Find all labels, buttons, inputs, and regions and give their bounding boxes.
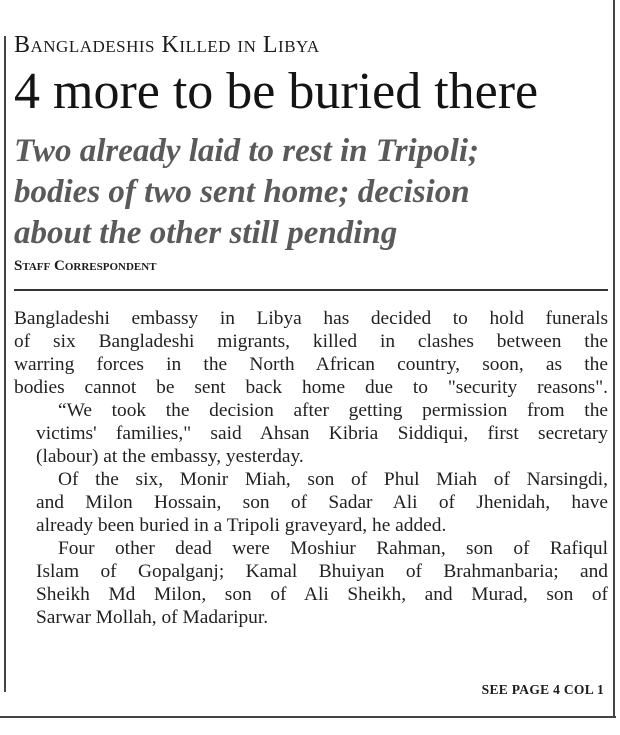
- body-line: Four other dead were Moshiur Rahman, son of Rafiqul: [58, 538, 608, 559]
- right-border-rule: [613, 0, 615, 717]
- body-line: of six Bangladeshi migrants, killed in clashes between the: [14, 331, 608, 352]
- body-line: Bangladeshi embassy in Libya has decided to hold funerals: [14, 308, 608, 329]
- body-line: Sarwar Mollah, of Madaripur.: [36, 607, 269, 628]
- kicker: Bangladeshis Killed in Libya: [14, 32, 320, 58]
- body-line: victims' families," said Ahsan Kibria Siddiqui, first secretary: [36, 423, 608, 444]
- body-line: warring forces in the North African country, soon, as the: [14, 354, 608, 375]
- subheadline-line: about the other still pending: [14, 215, 398, 251]
- paragraph: [14, 468, 608, 537]
- bottom-border-rule: [0, 716, 616, 718]
- subheadline-line: bodies of two sent home; decision: [14, 174, 470, 210]
- left-border-rule: [4, 36, 6, 692]
- subheadline-line: Two already laid to rest in Tripoli;: [14, 133, 480, 169]
- body-line: “We took the decision after getting permission from the: [58, 400, 608, 421]
- subheadline: [14, 131, 610, 254]
- article-body: [14, 307, 608, 629]
- body-line: Of the six, Monir Miah, son of Phul Miah of Narsingdi,: [58, 469, 608, 490]
- body-line: Sheikh Md Milon, son of Ali Sheikh, and Murad, son of: [36, 584, 608, 605]
- body-line: and Milon Hossain, son of Sadar Ali of Jhenidah, have: [36, 492, 608, 513]
- body-line: Islam of Gopalganj; Kamal Bhuiyan of Brahmanbaria; and: [36, 561, 608, 582]
- paragraph: [14, 537, 608, 629]
- byline: Staff Correspondent: [14, 258, 157, 274]
- jump-reference: SEE PAGE 4 COL 1: [481, 682, 604, 697]
- byline-divider: [14, 289, 608, 291]
- paragraph: [14, 399, 608, 468]
- body-line: bodies cannot be sent back home due to "security reasons".: [14, 377, 608, 398]
- body-line: (labour) at the embassy, yesterday.: [36, 446, 304, 467]
- headline: 4 more to be buried there: [14, 63, 539, 120]
- paragraph: [14, 307, 608, 399]
- body-line: already been buried in a Tripoli graveyard, he added.: [36, 515, 447, 536]
